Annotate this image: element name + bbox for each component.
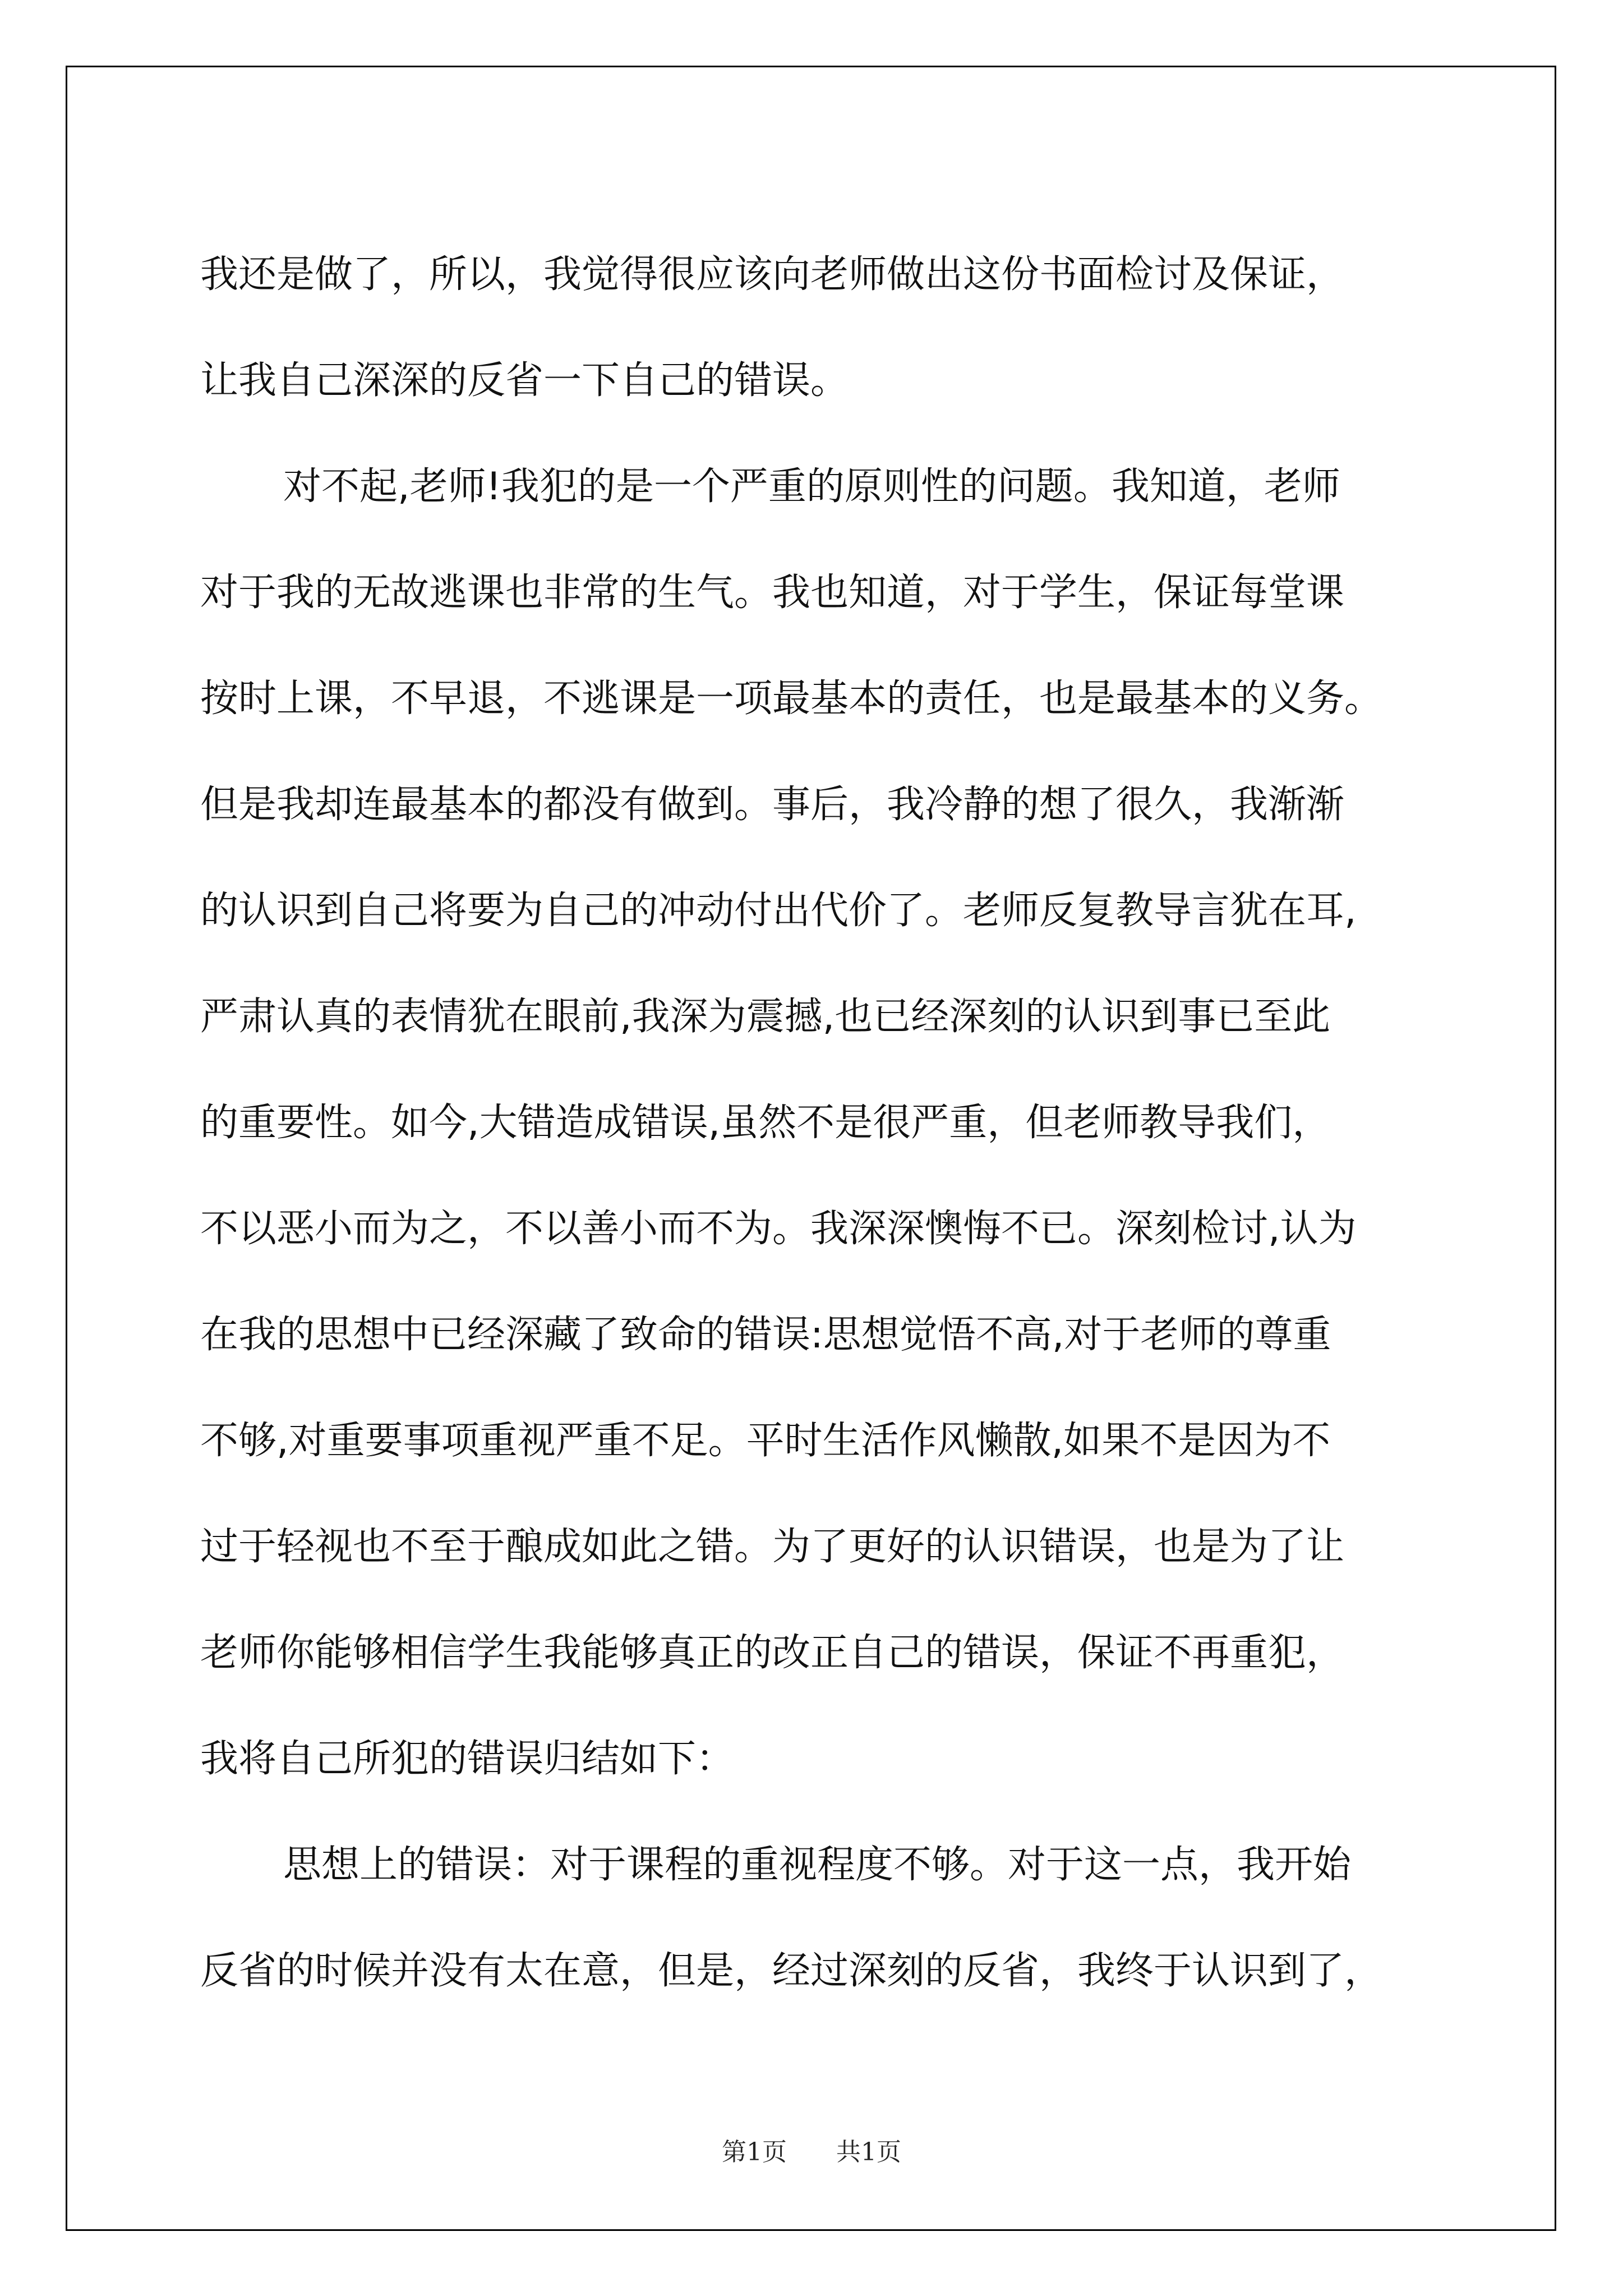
- paragraph-start-line: 对不起,老师!我犯的是一个严重的原则性的问题。我知道，老师: [283, 464, 1340, 509]
- paragraph-start-line: 思想上的错误：对于课程的重视程度不够。对于这一点，我开始: [283, 1843, 1352, 1887]
- page-number-total: 共1页: [836, 2138, 901, 2166]
- page-footer: [0, 2132, 1623, 2168]
- text-line: 按时上课，不早退，不逃课是一项最基本的责任，也是最基本的义务。: [200, 677, 1383, 721]
- text-line: 的认识到自己将要为自己的冲动付出代价了。老师反复教导言犹在耳,: [200, 889, 1357, 933]
- text-line: 对于我的无故逃课也非常的生气。我也知道，对于学生，保证每堂课: [200, 570, 1345, 615]
- text-line: 在我的思想中已经深藏了致命的错误:思想觉悟不高,对于老师的尊重: [200, 1313, 1331, 1357]
- text-line: 过于轻视也不至于酿成如此之错。为了更好的认识错误，也是为了让: [200, 1525, 1345, 1569]
- text-line: 让我自己深深的反省一下自己的错误。: [200, 358, 849, 403]
- text-line: 反省的时候并没有太在意，但是，经过深刻的反省，我终于认识到了，: [200, 1949, 1383, 1993]
- text-line: 但是我却连最基本的都没有做到。事后，我冷静的想了很久，我渐渐: [200, 783, 1345, 827]
- document-body: [200, 222, 1427, 2024]
- text-line: 我还是做了，所以，我觉得很应该向老师做出这份书面检讨及保证，: [200, 252, 1345, 297]
- page-number-current: 第1页: [722, 2138, 787, 2166]
- text-line: 老师你能够相信学生我能够真正的改正自己的错误，保证不再重犯，: [200, 1631, 1345, 1675]
- text-line: 不以恶小而为之，不以善小而不为。我深深懊悔不已。深刻检讨,认为: [200, 1207, 1357, 1251]
- text-line: 我将自己所犯的错误归结如下：: [200, 1737, 735, 1781]
- text-line: 的重要性。如今,大错造成错误,虽然不是很严重，但老师教导我们，: [200, 1101, 1331, 1145]
- text-line: 不够,对重要事项重视严重不足。平时生活作风懒散,如果不是因为不: [200, 1419, 1331, 1463]
- text-line: 严肃认真的表情犹在眼前,我深为震撼,也已经深刻的认识到事已至此: [200, 995, 1331, 1039]
